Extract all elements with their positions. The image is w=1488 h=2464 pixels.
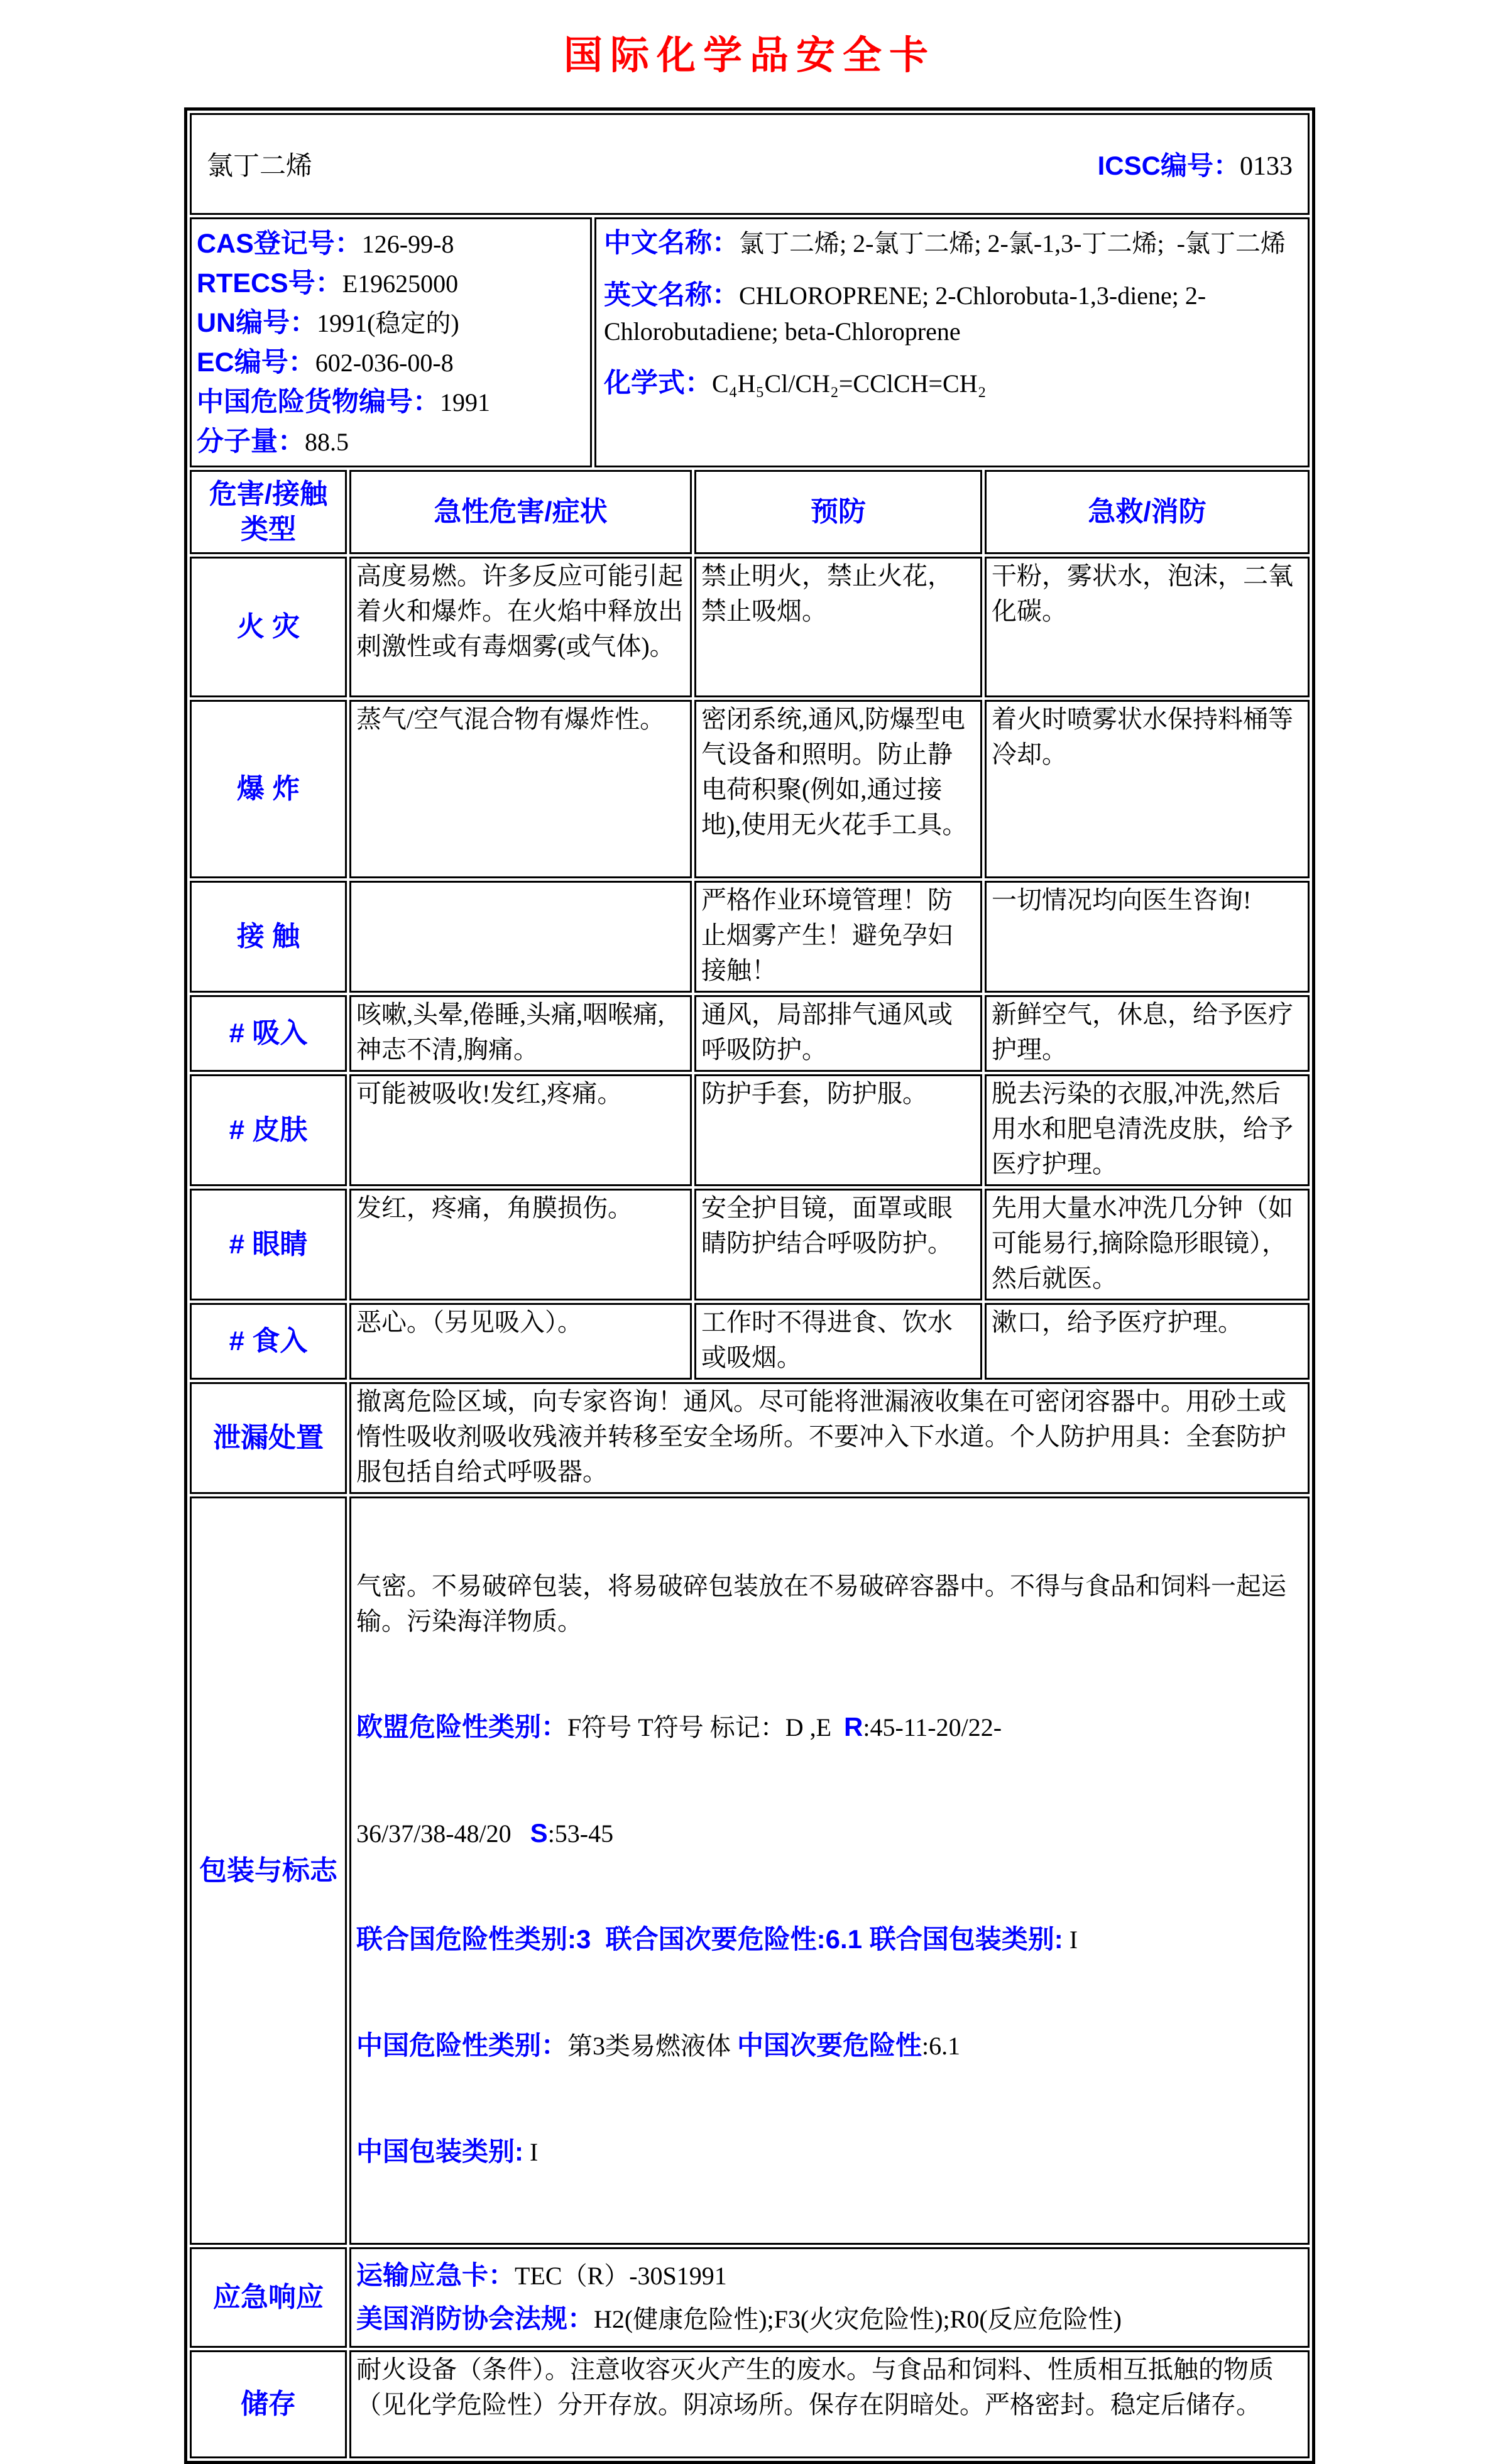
hazard-row-eyes: [190, 1189, 1310, 1300]
rtecs-label: RTECS号：: [197, 268, 342, 298]
packaging-intro: 气密。不易破碎包装，将易破碎包装放在不易破碎容器中。不得与食品和饲料一起运输。污染海洋物质。: [356, 1572, 1286, 1635]
exposure-prevention: 严格作业环境管理！防止烟雾产生！避免孕妇接触！: [694, 881, 982, 993]
ingestion-label: # 食入: [190, 1303, 347, 1380]
col-header-response: 急救/消防: [985, 470, 1310, 554]
un-classification-labels: 联合国危险性类别:3 联合国次要危险性:6.1 联合国包装类别:: [356, 1924, 1063, 1954]
formula-label: 化学式：: [604, 368, 712, 398]
hazard-type-header-line2: 类型: [241, 514, 296, 545]
inhalation-prevention: 通风，局部排气通风或呼吸防护。: [694, 995, 982, 1072]
china-dg-value: 1991: [440, 388, 490, 417]
eu-symbols-value: F符号 T符号 标记：D ,E: [567, 1713, 845, 1742]
china-sub-risk-label: 中国次要危险性: [737, 2031, 922, 2060]
un-packing-group-value: I: [1063, 1926, 1078, 1954]
explosion-label: 爆 炸: [190, 700, 347, 878]
skin-symptoms: 可能被吸收!发红,疼痛。: [349, 1074, 692, 1186]
cas-label: CAS登记号：: [197, 229, 362, 259]
fire-symptoms: 高度易燃。许多反应可能引起着火和爆炸。在火焰中释放出刺激性或有毒烟雾(或气体)。: [349, 557, 692, 697]
english-names-value: CHLOROPRENE; 2-Chlorobuta-1,3-diene; 2-Chlorobutadiene; beta-Chloroprene: [604, 281, 1206, 346]
storage-label: 储存: [190, 2350, 347, 2458]
un-classification-line: [356, 1922, 1303, 1958]
fire-label: 火 灾: [190, 557, 347, 697]
identification-row: [190, 217, 1310, 467]
molecular-weight-value: 88.5: [305, 428, 349, 456]
explosion-prevention: 密闭系统,通风,防爆型电气设备和照明。防止静电荷积聚(例如,通过接地),使用无火花手工具。: [694, 700, 982, 878]
china-classification-line: [356, 2028, 1303, 2064]
r-phrases-label: R: [844, 1712, 863, 1742]
col-header-prevention: 预防: [694, 470, 982, 554]
un-number-line: [197, 303, 586, 343]
s-phrases-label: S: [530, 1818, 548, 1848]
un-value: 1991(稳定的): [317, 309, 459, 337]
china-dg-number-line: [197, 383, 586, 422]
eyes-symptoms: 发红，疼痛，角膜损伤。: [349, 1189, 692, 1300]
r-phrases-value-part2: 36/37/38-48/20: [356, 1819, 530, 1848]
registry-numbers-cell: [190, 217, 592, 467]
substance-header-cell: [190, 113, 1310, 215]
nfpa-code-label: 美国消防协会法规：: [356, 2304, 594, 2333]
packaging-content: [349, 1496, 1310, 2245]
transport-emergency-card-label: 运输应急卡：: [356, 2260, 515, 2290]
s-phrases-value: :53-45: [547, 1819, 614, 1848]
exposure-label: 接 触: [190, 881, 347, 993]
hazard-row-skin: [190, 1074, 1310, 1186]
molecular-weight-label: 分子量：: [197, 427, 305, 457]
skin-response: 脱去污染的衣服,冲洗,然后用水和肥皂清洗皮肤，给予医疗护理。: [985, 1074, 1310, 1186]
icsc-number-group: [1032, 115, 1293, 213]
nfpa-code-value: H2(健康危险性);F3(火灾危险性);R0(反应危险性): [594, 2305, 1122, 2333]
exposure-symptoms: [349, 881, 692, 993]
fire-response: 干粉，雾状水，泡沫，二氧化碳。: [985, 557, 1310, 697]
icsc-number-value: 0133: [1240, 152, 1293, 181]
english-names-label: 英文名称：: [604, 280, 739, 310]
fire-prevention: 禁止明火，禁止火花，禁止吸烟。: [694, 557, 982, 697]
card-header-row: [190, 113, 1310, 215]
china-sub-risk-value: :6.1: [922, 2032, 961, 2060]
nfpa-code-line: [356, 2301, 1303, 2337]
ingestion-symptoms: 恶心。（另见吸入）。: [349, 1303, 692, 1380]
hazard-type-header-line1: 危害/接触: [209, 479, 328, 510]
eu-hazard-class-line2: [356, 1816, 1303, 1851]
ec-number-line: [197, 343, 586, 383]
chinese-names-label: 中文名称：: [604, 228, 739, 258]
un-label: UN编号：: [197, 308, 317, 338]
china-hazard-class-value: 第3类易燃液体: [567, 2032, 738, 2060]
cas-number-line: [197, 224, 586, 264]
china-packing-group-value: I: [523, 2138, 539, 2166]
china-dg-label: 中国危险货物编号：: [197, 387, 440, 417]
emergency-response-row: [190, 2247, 1310, 2348]
hazard-row-inhalation: [190, 995, 1310, 1072]
icsc-number-label: ICSC编号：: [1097, 151, 1240, 180]
eu-hazard-class-line1: [356, 1709, 1303, 1745]
ingestion-prevention: 工作时不得进食、饮水或吸烟。: [694, 1303, 982, 1380]
china-packing-group-label: 中国包装类别:: [356, 2137, 523, 2166]
hazard-row-exposure: [190, 881, 1310, 993]
spill-disposal-row: [190, 1382, 1310, 1494]
rtecs-number-line: [197, 264, 586, 303]
hazard-row-ingestion: [190, 1303, 1310, 1380]
eu-hazard-class-label: 欧盟危险性类别：: [356, 1712, 568, 1742]
china-hazard-class-label: 中国危险性类别：: [356, 2031, 568, 2060]
chinese-names-value: 氯丁二烯; 2-氯丁二烯; 2-氯-1,3-丁二烯; -氯丁二烯: [739, 229, 1286, 258]
formula-value: C₄H₅Cl/CH₂=CClCH=CH₂: [712, 369, 987, 398]
eyes-response: 先用大量水冲洗几分钟（如可能易行,摘除隐形眼镜），然后就医。: [985, 1189, 1310, 1300]
hazard-row-fire: [190, 557, 1310, 697]
transport-emergency-card-line: [356, 2258, 1303, 2294]
substance-name: 氯丁二烯: [207, 152, 313, 181]
r-phrases-value-part1: :45-11-20/22-: [863, 1713, 1002, 1742]
skin-prevention: 防护手套，防护服。: [694, 1074, 982, 1186]
explosion-response: 着火时喷雾状水保持料桶等冷却。: [985, 700, 1310, 878]
page-title: 国际化学品安全卡: [563, 34, 936, 77]
hazard-row-explosion: [190, 700, 1310, 878]
col-header-symptoms: 急性危害/症状: [349, 470, 692, 554]
spill-disposal-label: 泄漏处置: [190, 1382, 347, 1494]
storage-text: 耐火设备（条件）。注意收容灭火产生的废水。与食品和饲料、性质相互抵触的物质（见化学危险性）分开存放。阴凉场所。保存在阴暗处。严格密封。稳定后储存。: [349, 2350, 1310, 2458]
skin-label: # 皮肤: [190, 1074, 347, 1186]
storage-row: [190, 2350, 1310, 2458]
emergency-response-content: [349, 2247, 1310, 2348]
cas-value: 126-99-8: [361, 230, 454, 258]
ingestion-response: 漱口，给予医疗护理。: [985, 1303, 1310, 1380]
eyes-prevention: 安全护目镜，面罩或眼睛防护结合呼吸防护。: [694, 1189, 982, 1300]
inhalation-response: 新鲜空气，休息，给予医疗护理。: [985, 995, 1310, 1072]
exposure-response: 一切情况均向医生咨询!: [985, 881, 1310, 993]
china-packing-group-line: [356, 2134, 1303, 2170]
chinese-names-line: [604, 226, 1299, 261]
molecular-weight-line: [197, 422, 586, 462]
packaging-label: 包装与标志: [190, 1496, 347, 2245]
rtecs-value: E19625000: [342, 270, 459, 298]
spill-disposal-text: 撤离危险区域，向专家咨询！通风。尽可能将泄漏液收集在可密闭容器中。用砂土或惰性吸收剂吸收残液并转移至安全场所。不要冲入下水道。个人防护用具：全套防护服包括自给式呼吸器。: [349, 1382, 1310, 1494]
ec-value: 602-036-00-8: [315, 349, 454, 377]
col-header-hazard-type: [190, 470, 347, 554]
emergency-response-label: 应急响应: [190, 2247, 347, 2348]
packaging-labelling-row: [190, 1496, 1310, 2245]
ec-label: EC编号：: [197, 347, 315, 378]
transport-emergency-card-value: TEC（R）-30S1991: [515, 2262, 727, 2290]
hazard-table-header-row: [190, 470, 1310, 554]
eyes-label: # 眼睛: [190, 1189, 347, 1300]
formula-line: [604, 366, 1299, 401]
explosion-symptoms: 蒸气/空气混合物有爆炸性。: [349, 700, 692, 878]
icsc-card: [184, 107, 1315, 2464]
inhalation-symptoms: 咳嗽,头晕,倦睡,头痛,咽喉痛,神志不清,胸痛。: [349, 995, 692, 1072]
inhalation-label: # 吸入: [190, 995, 347, 1072]
names-cell: [594, 217, 1310, 467]
english-names-line: [604, 278, 1299, 349]
